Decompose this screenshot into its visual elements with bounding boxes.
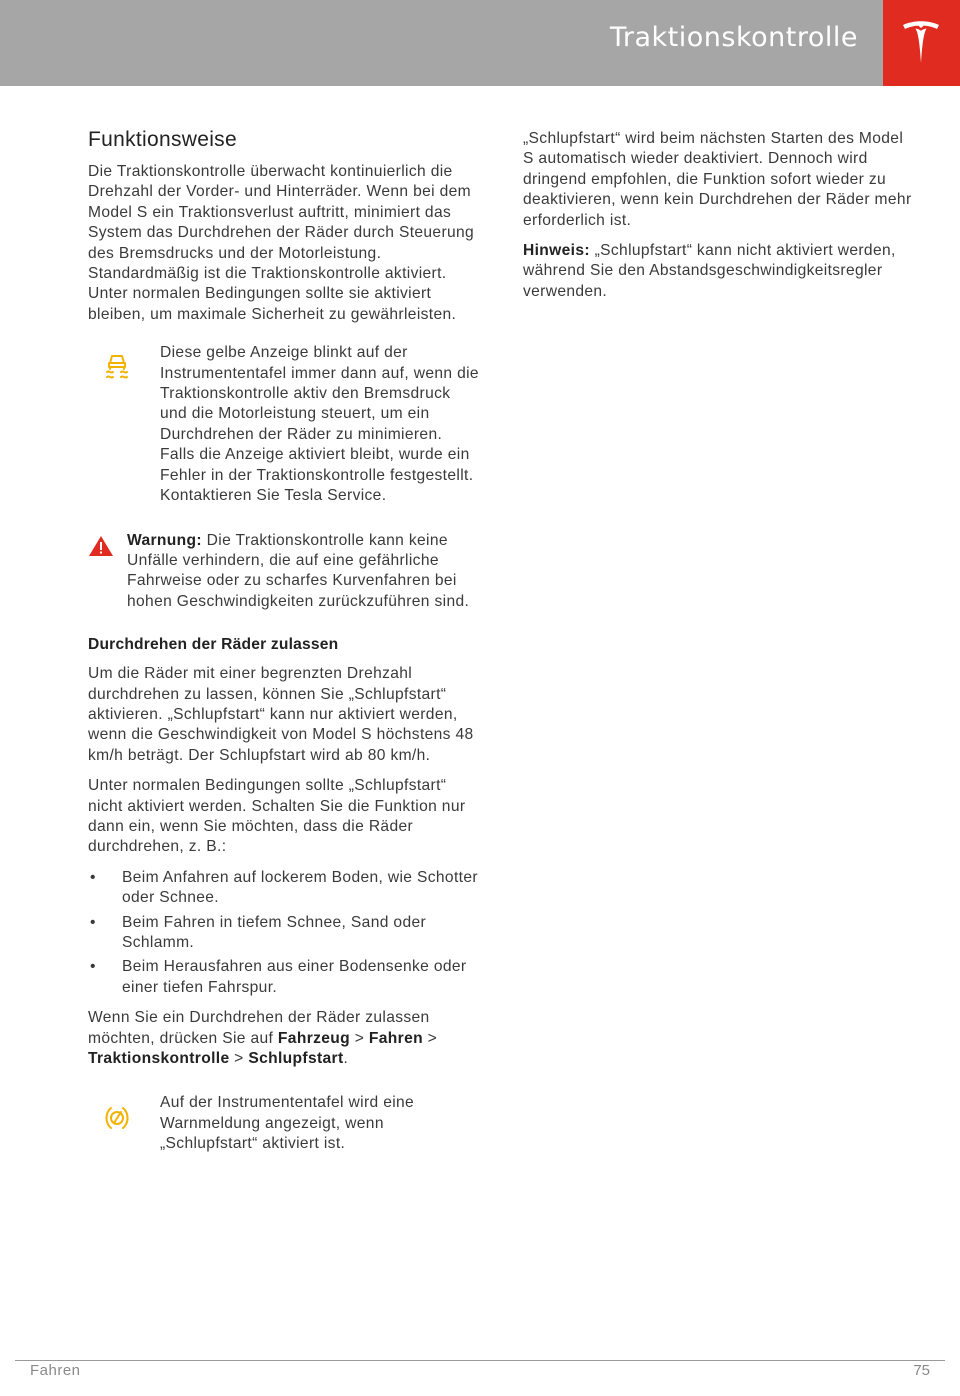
path-separator: > [234, 1050, 244, 1068]
indicator-note-text: Diese gelbe Anzeige blinkt auf der Instrumententafel immer dann auf, wenn die Traktionskontrolle aktiv den Bremsdruck und die Motorleistung steuert, um ein Durchdrehen der Räder zu minimieren. Falls die Anzeige aktiviert bleibt, wurde ein Fehler in der Traktionskontrolle festgestellt. Kontaktieren Sie Tesla Service. [160, 344, 479, 505]
note-label: Hinweis: [523, 242, 590, 260]
list-item: • Beim Herausfahren aus einer Bodensenke oder einer tiefen Fahrspur. [88, 957, 480, 998]
path-item-traction-control: Traktionskontrolle [88, 1050, 230, 1068]
warning-body: Die Traktionskontrolle kann keine Unfälle verhindern, die auf eine gefährliche Fahrweise oder zu scharfes Kurvenfahren bei hohen Geschwindigkeiten zurückzuführen sind. [127, 531, 470, 610]
bullet-list [88, 868, 480, 998]
note-paragraph [523, 241, 918, 302]
traction-control-off-indicator-icon [102, 1103, 132, 1138]
slipstart-note [88, 1093, 480, 1154]
logo-box [883, 0, 960, 86]
right-column [523, 129, 918, 302]
warning-block [88, 531, 480, 613]
section-heading: Funktionsweise [88, 128, 237, 151]
path-item-vehicle: Fahrzeug [277, 1029, 351, 1047]
paragraph-2: Unter normalen Bedingungen sollte „Schlupfstart“ nicht aktiviert werden. Schalten Sie die Funktion nur dann ein, wenn Sie möchten, dass die Räder durchdrehen, z. B.: [88, 777, 466, 856]
tesla-logo-icon [901, 19, 941, 67]
indicator-note [88, 343, 480, 506]
warning-text [127, 531, 480, 613]
path-separator: > [354, 1029, 365, 1047]
footer-section: Fahren [30, 1362, 81, 1379]
warning-triangle-icon [88, 535, 114, 562]
list-item: • Beim Fahren in tiefem Schnee, Sand oder Schlamm. [88, 913, 480, 954]
intro-paragraph: Die Traktionskontrolle überwacht kontinuierlich die Drehzahl der Vorder- und Hinterräder. Wenn bei dem Model S ein Traktionsverlust auftritt, minimiert das System das Durchdrehen der Räder durch Steuerung des Bremsdrucks und der Motorleistung. Standardmäßig ist die Traktionskontrolle aktiviert. Unter normalen Bedingungen sollte sie aktiviert bleiben, um maximale Sicherheit zu gewährleisten. [88, 163, 475, 323]
page-header [0, 0, 960, 86]
path-item-drive: Fahren [368, 1029, 423, 1047]
left-column [88, 128, 480, 1155]
path-end: . [343, 1050, 349, 1068]
paragraph-3-prefix: Wenn Sie ein Durchdrehen der Räder zulassen möchten, drücken Sie auf [88, 1009, 430, 1047]
path-item-slipstart: Schlupfstart [248, 1050, 344, 1068]
list-item: • Beim Anfahren auf lockerem Boden, wie Schotter oder Schnee. [88, 868, 480, 909]
slipstart-note-text: Auf der Instrumententafel wird eine Warnmeldung angezeigt, wenn „Schlupfstart“ aktiviert ist. [160, 1094, 415, 1153]
note-text: „Schlupfstart“ kann nicht aktiviert werden, während Sie den Abstandsgeschwindigkeitsregler verwenden. [523, 242, 896, 300]
right-paragraph-1: „Schlupfstart“ wird beim nächsten Starten des Model S automatisch wieder deaktiviert. Dennoch wird dringend empfohlen, die Funktion sofort wieder zu deaktivieren, wenn kein Durchdrehen der Räder mehr erforderlich ist. [523, 130, 912, 229]
subheading: Durchdrehen der Räder zulassen [88, 636, 339, 654]
path-separator: > [427, 1029, 438, 1047]
page-title: Traktionskontrolle [609, 22, 858, 53]
footer-divider [15, 1360, 945, 1361]
paragraph-3 [88, 1008, 480, 1069]
traction-control-indicator-icon [102, 351, 132, 386]
paragraph-1: Um die Räder mit einer begrenzten Drehzahl durchdrehen zu lassen, können Sie „Schlupfstart“ aktivieren. „Schlupfstart“ kann nur aktiviert werden, wenn die Geschwindigkeit von Model S höchstens 48 km/h beträgt. Der Schlupfstart wird ab 80 km/h. [88, 665, 474, 764]
warning-label: Warnung: [127, 531, 202, 549]
page-number: 75 [913, 1362, 930, 1379]
